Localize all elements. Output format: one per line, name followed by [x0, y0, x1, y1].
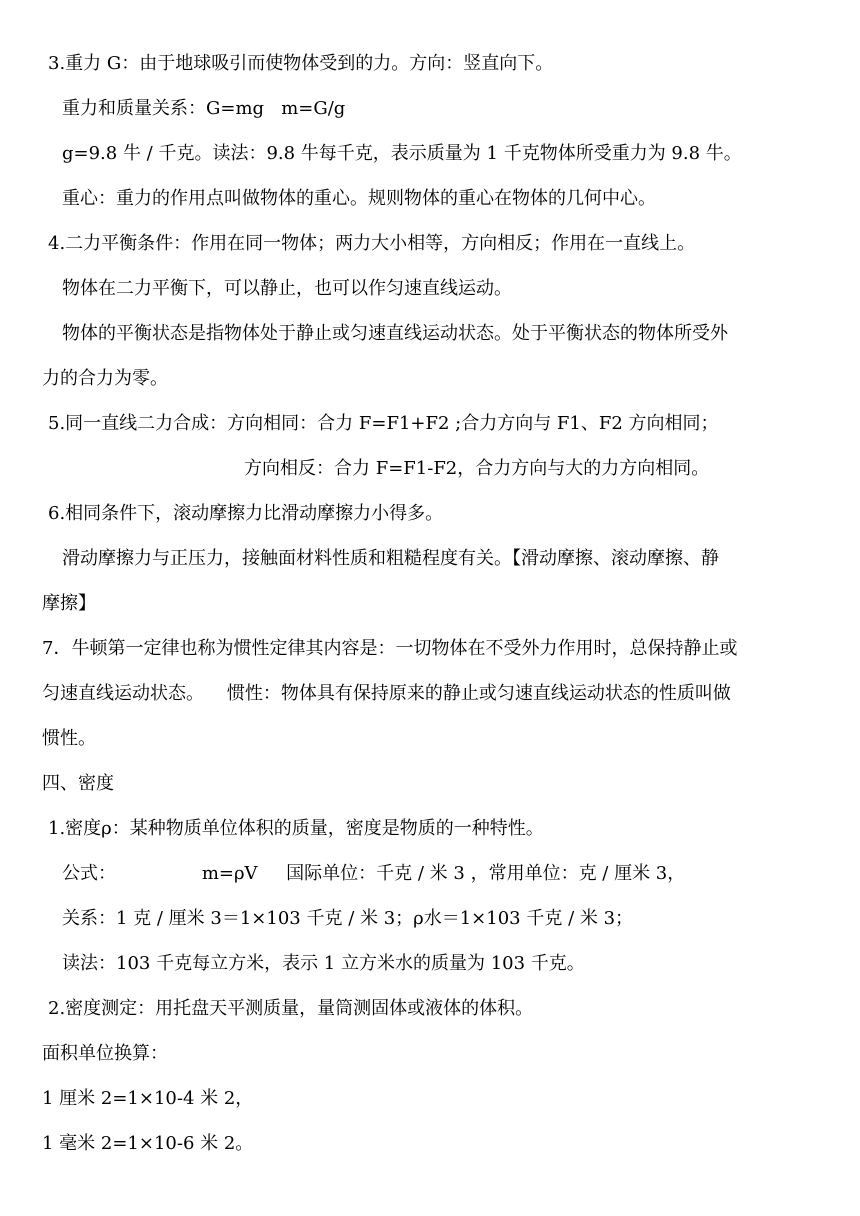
- text-line: 面积单位换算：: [42, 1043, 168, 1064]
- text-line: 3.重力 G：由于地球吸引而使物体受到的力。方向：竖直向下。: [48, 53, 554, 74]
- text-line: 1.密度ρ：某种物质单位体积的质量，密度是物质的一种特性。: [48, 818, 544, 839]
- text-line: 惯性。: [42, 728, 96, 749]
- text-line: 力的合力为零。: [42, 368, 168, 389]
- text-line: 2.密度测定：用托盘天平测质量，量筒测固体或液体的体积。: [48, 998, 534, 1019]
- text-line: 1 毫米 2=1×10-6 米 2。: [42, 1133, 254, 1154]
- text-line: 摩擦】: [42, 593, 96, 614]
- text-line: 重心：重力的作用点叫做物体的重心。规则物体的重心在物体的几何中心。: [62, 188, 656, 209]
- text-line: 关系：1 克 / 厘米 3＝1×103 千克 / 米 3；ρ水＝1×103 千克 / 米 3；: [62, 908, 634, 929]
- text-line: 公式： m=ρV 国际单位：千克 / 米 3 ，常用单位：克 / 厘米 3，: [62, 863, 686, 884]
- text-line: 物体在二力平衡下，可以静止，也可以作匀速直线运动。: [62, 278, 512, 299]
- section-heading: 四、密度: [42, 773, 114, 794]
- text-line: 7．牛顿第一定律也称为惯性定律其内容是：一切物体在不受外力作用时，总保持静止或: [42, 638, 738, 659]
- text-line: 4.二力平衡条件：作用在同一物体；两力大小相等，方向相反；作用在一直线上。: [48, 233, 696, 254]
- text-line: 方向相反：合力 F=F1-F2，合力方向与大的力方向相同。: [244, 458, 710, 479]
- text-line: 6.相同条件下，滚动摩擦力比滑动摩擦力小得多。: [48, 503, 444, 524]
- text-line: 1 厘米 2=1×10-4 米 2，: [42, 1088, 254, 1109]
- text-line: 读法：103 千克每立方米，表示 1 立方米水的质量为 103 千克。: [62, 953, 585, 974]
- text-line: g=9.8 牛 / 千克。读法：9.8 牛每千克，表示质量为 1 千克物体所受重力为 9.8 牛。: [62, 143, 742, 164]
- text-line: 滑动摩擦力与正压力，接触面材料性质和粗糙程度有关。【滑动摩擦、滚动摩擦、静: [62, 548, 719, 569]
- text-line: 重力和质量关系：G=mg m=G/g: [62, 98, 346, 119]
- text-line: 5.同一直线二力合成：方向相同：合力 F=F1+F2 ;合力方向与 F1、F2 方向相同；: [48, 413, 719, 434]
- text-line: 物体的平衡状态是指物体处于静止或匀速直线运动状态。处于平衡状态的物体所受外: [62, 323, 728, 344]
- text-line: 匀速直线运动状态。 惯性：物体具有保持原来的静止或匀速直线运动状态的性质叫做: [42, 683, 731, 704]
